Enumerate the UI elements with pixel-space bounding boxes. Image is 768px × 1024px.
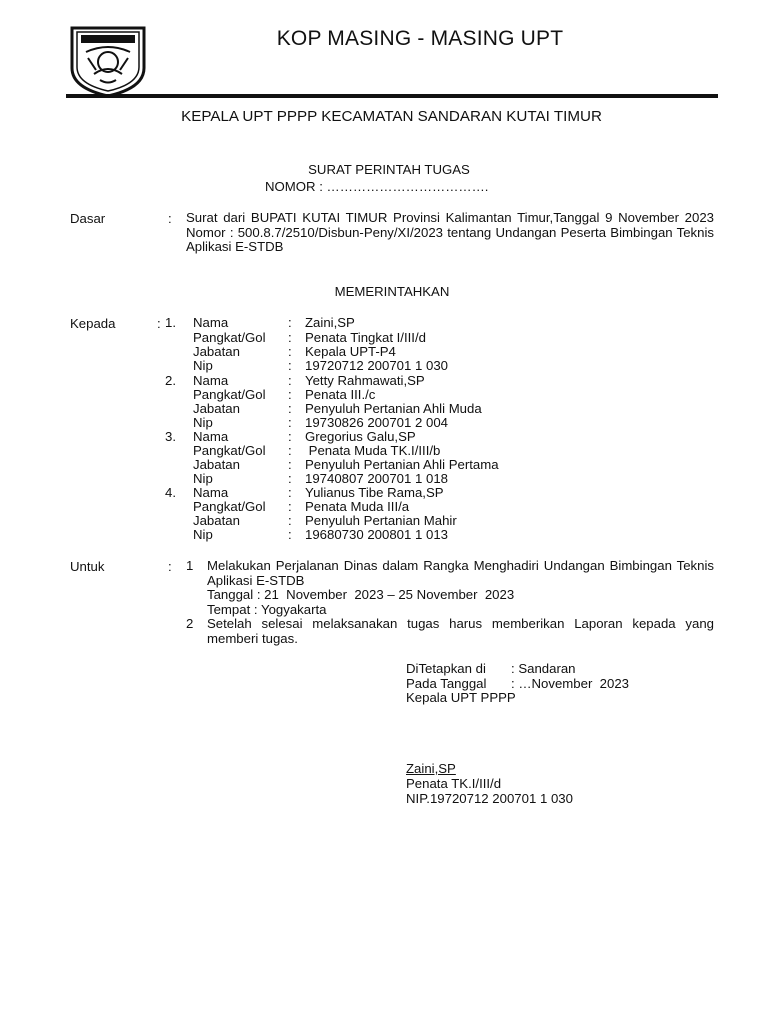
unit-name: KEPALA UPT PPPP KECAMATAN SANDARAN KUTAI TIMUR bbox=[181, 108, 602, 125]
person-2-jabatan-colon: : bbox=[288, 401, 292, 416]
dasar-text: Surat dari BUPATI KUTAI TIMUR Provinsi Kalimantan Timur,Tanggal 9 November 2023 Nomor : 500.8.7/2510/Disbun-Peny/XI/2023 tentang Undangan Peserta Bimbingan Teknis Aplikasi E-STDB bbox=[186, 210, 714, 254]
signature-block bbox=[406, 662, 629, 706]
sig-date-label: Pada Tanggal bbox=[406, 675, 487, 691]
person-1-nama: Zaini,SP bbox=[305, 315, 355, 330]
person-3-jabatan-label: Jabatan bbox=[193, 457, 240, 472]
person-4-jabatan-colon: : bbox=[288, 513, 292, 528]
person-2-pangkat-colon: : bbox=[288, 387, 292, 402]
signatory-nip: NIP.19720712 200701 1 030 bbox=[406, 791, 573, 806]
person-4-pangkat-colon: : bbox=[288, 499, 292, 514]
untuk-item-2 bbox=[186, 617, 714, 646]
person-3-nama-label: Nama bbox=[193, 429, 229, 444]
letter-number: NOMOR : ………………………………. bbox=[265, 179, 489, 194]
untuk-item-2-text: Setelah selesai melaksanakan tugas harus memberikan Laporan kepada yang memberi tugas. bbox=[207, 616, 714, 646]
person-3-nip-label: Nip bbox=[193, 471, 213, 486]
person-2-nip: 19730826 200701 2 004 bbox=[305, 415, 449, 430]
person-4-nip-colon: : bbox=[288, 527, 292, 542]
sig-place-value: : Sandaran bbox=[511, 661, 576, 676]
untuk-item-1-place: Tempat : Yogyakarta bbox=[207, 601, 327, 617]
person-1-nip-colon: : bbox=[288, 358, 292, 373]
dasar-label: Dasar bbox=[70, 211, 106, 226]
person-2-nip-label: Nip bbox=[193, 415, 213, 430]
person-3-nip-colon: : bbox=[288, 471, 292, 486]
untuk-colon: : bbox=[168, 559, 172, 574]
person-3-pangkat-colon: : bbox=[288, 443, 292, 458]
letter-heading: SURAT PERINTAH TUGAS bbox=[308, 162, 470, 177]
person-1-number: 1. bbox=[165, 315, 176, 330]
untuk-item-1 bbox=[186, 559, 714, 617]
untuk-item-2-number: 2 bbox=[186, 616, 194, 632]
person-1-jabatan: Kepala UPT-P4 bbox=[305, 344, 396, 359]
person-1-nip-label: Nip bbox=[193, 358, 213, 373]
person-3-pangkat-label: Pangkat/Gol bbox=[193, 443, 266, 458]
kepada-label: Kepada bbox=[70, 316, 116, 331]
signatory-rank: Penata TK.I/III/d bbox=[406, 776, 502, 791]
person-1-pangkat: Penata Tingkat I/III/d bbox=[305, 330, 426, 345]
person-2-jabatan: Penyuluh Pertanian Ahli Muda bbox=[305, 401, 482, 416]
person-1-pangkat-colon: : bbox=[288, 330, 292, 345]
person-4-nama-label: Nama bbox=[193, 485, 229, 500]
person-1-pangkat-label: Pangkat/Gol bbox=[193, 330, 266, 345]
person-2-nama-colon: : bbox=[288, 373, 292, 388]
untuk-list bbox=[186, 559, 714, 647]
person-1-jabatan-colon: : bbox=[288, 344, 292, 359]
letterhead-title: KOP MASING - MASING UPT bbox=[276, 27, 564, 50]
order-heading: MEMERINTAHKAN bbox=[334, 284, 450, 299]
person-3-jabatan-colon: : bbox=[288, 457, 292, 472]
untuk-item-1-date: Tanggal : 21 November 2023 – 25 November 2023 bbox=[207, 587, 515, 603]
person-4-nama: Yulianus Tibe Rama,SP bbox=[305, 485, 444, 500]
person-1-nip: 19720712 200701 1 030 bbox=[305, 358, 449, 373]
person-4-nama-colon: : bbox=[288, 485, 292, 500]
sig-place-label: DiTetapkan di bbox=[406, 661, 486, 676]
person-1-nama-label: Nama bbox=[193, 315, 229, 330]
sig-date-value: : …November 2023 bbox=[511, 675, 630, 691]
person-3-nip: 19740807 200701 1 018 bbox=[305, 471, 449, 486]
person-2-number: 2. bbox=[165, 373, 176, 388]
person-3-pangkat: Penata Muda TK.I/III/b bbox=[305, 443, 441, 458]
person-2-nama: Yetty Rahmawati,SP bbox=[305, 373, 425, 388]
person-4-pangkat-label: Pangkat/Gol bbox=[193, 499, 266, 514]
person-2-jabatan-label: Jabatan bbox=[193, 401, 240, 416]
untuk-item-1-number: 1 bbox=[186, 558, 194, 573]
person-4-number: 4. bbox=[165, 485, 176, 500]
person-2-pangkat: Penata III./c bbox=[305, 387, 376, 402]
person-4-nip-label: Nip bbox=[193, 527, 213, 542]
person-3-nama-colon: : bbox=[288, 429, 292, 444]
untuk-item-1-text: Melakukan Perjalanan Dinas dalam Rangka Menghadiri Undangan Bimbingan Teknis Aplikasi E-STDB bbox=[207, 558, 714, 588]
person-1-jabatan-label: Jabatan bbox=[193, 344, 240, 359]
kepada-colon: : bbox=[157, 316, 161, 331]
dasar-colon: : bbox=[168, 211, 172, 226]
person-1-nama-colon: : bbox=[288, 315, 292, 330]
person-2-pangkat-label: Pangkat/Gol bbox=[193, 387, 266, 402]
person-3-nama: Gregorius Galu,SP bbox=[305, 429, 416, 444]
header-divider bbox=[66, 94, 718, 98]
person-4-jabatan-label: Jabatan bbox=[193, 513, 240, 528]
person-2-nama-label: Nama bbox=[193, 373, 229, 388]
person-3-number: 3. bbox=[165, 429, 176, 444]
signatory-name: Zaini,SP bbox=[406, 761, 456, 776]
person-3-jabatan: Penyuluh Pertanian Ahli Pertama bbox=[305, 457, 499, 472]
sig-position: Kepala UPT PPPP bbox=[406, 690, 516, 705]
person-4-jabatan: Penyuluh Pertanian Mahir bbox=[305, 513, 457, 528]
person-4-pangkat: Penata Muda III/a bbox=[305, 499, 410, 514]
untuk-label: Untuk bbox=[70, 559, 105, 574]
person-4-nip: 19680730 200801 1 013 bbox=[305, 527, 449, 542]
person-2-nip-colon: : bbox=[288, 415, 292, 430]
